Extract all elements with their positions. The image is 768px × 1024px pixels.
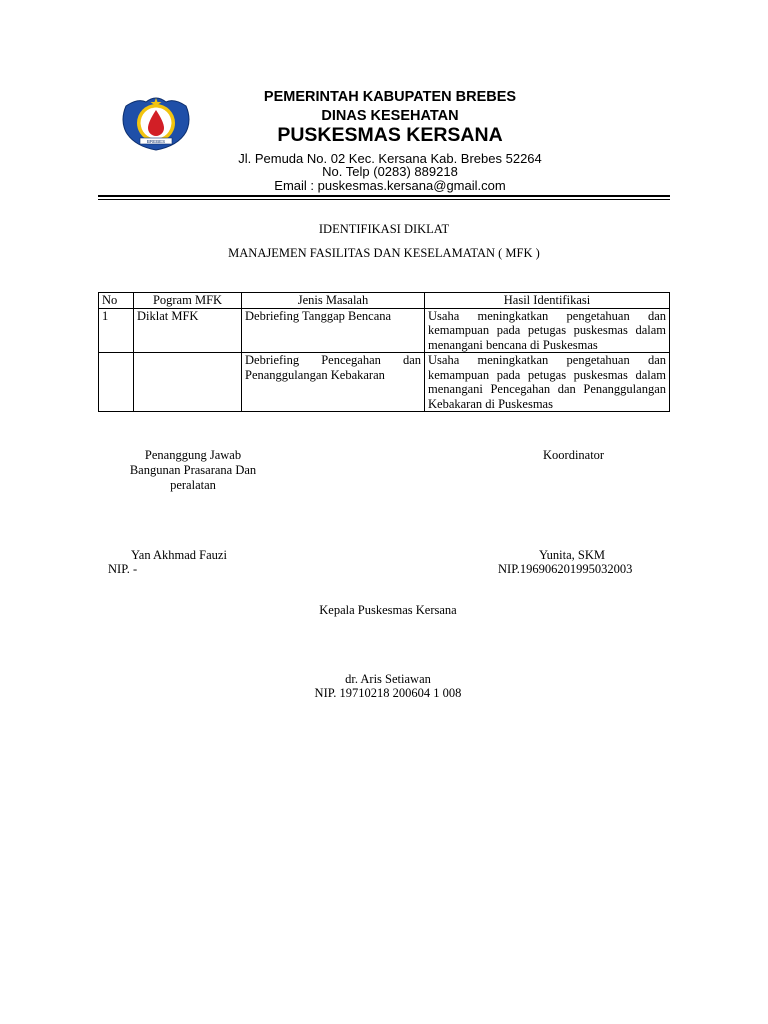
table-header-row — [99, 293, 670, 309]
row-program — [134, 353, 242, 412]
left-signatory-name: Yan Akhmad Fauzi — [131, 548, 227, 562]
department-heading: DINAS KESEHATAN — [321, 108, 459, 124]
head-signatory-name: dr. Aris Setiawan — [345, 672, 431, 686]
document-subtitle: MANAJEMEN FASILITAS DAN KESELAMATAN ( MFK ) — [228, 246, 540, 260]
letterhead-rule-thick — [98, 195, 670, 197]
row-issue: Debriefing Tanggap Bencana — [242, 308, 425, 353]
row-issue: Debriefing Pencegahan dan Penanggulangan Kebakaran — [242, 353, 425, 412]
column-header-issue: Jenis Masalah — [242, 293, 425, 309]
document-title: IDENTIFIKASI DIKLAT — [318, 222, 450, 236]
government-heading: PEMERINTAH KABUPATEN BREBES — [263, 89, 517, 105]
svg-text:BREBES: BREBES — [146, 139, 166, 144]
institution-name: PUSKESMAS KERSANA — [277, 124, 503, 146]
right-signatory-name: Yunita, SKM — [539, 548, 605, 562]
row-number — [99, 353, 134, 412]
left-signatory-nip: NIP. - — [108, 562, 138, 576]
email-line: Email : puskesmas.kersana@gmail.com — [274, 178, 506, 193]
column-header-no: No — [99, 293, 134, 309]
table-row — [99, 353, 670, 412]
right-signatory-nip: NIP.196906201995032003 — [498, 562, 633, 576]
column-header-program: Pogram MFK — [134, 293, 242, 309]
row-program: Diklat MFK — [134, 308, 242, 353]
right-signatory-role: Koordinator — [543, 448, 605, 462]
row-result: Usaha meningkatkan pengetahuan dan kemampuan pada petugas puskesmas dalam menangani bencana di Puskesmas — [425, 308, 670, 353]
identification-table — [98, 292, 670, 412]
column-header-result: Hasil Identifikasi — [425, 293, 670, 309]
phone-line: No. Telp (0283) 889218 — [322, 164, 458, 179]
left-signatory-role: Penanggung Jawab Bangunan Prasarana Dan peralatan — [129, 448, 257, 492]
row-number: 1 — [99, 308, 134, 353]
address-line: Jl. Pemuda No. 02 Kec. Kersana Kab. Brebes 52264 — [238, 151, 542, 166]
table-row — [99, 308, 670, 353]
head-signatory-role: Kepala Puskesmas Kersana — [319, 603, 457, 617]
letterhead-rule-thin — [98, 199, 670, 200]
head-signatory-nip: NIP. 19710218 200604 1 008 — [314, 686, 462, 700]
row-result: Usaha meningkatkan pengetahuan dan kemampuan pada petugas puskesmas dalam menangani Pencegahan dan Penanggulangan Kebakaran di Puskesmas — [425, 353, 670, 412]
